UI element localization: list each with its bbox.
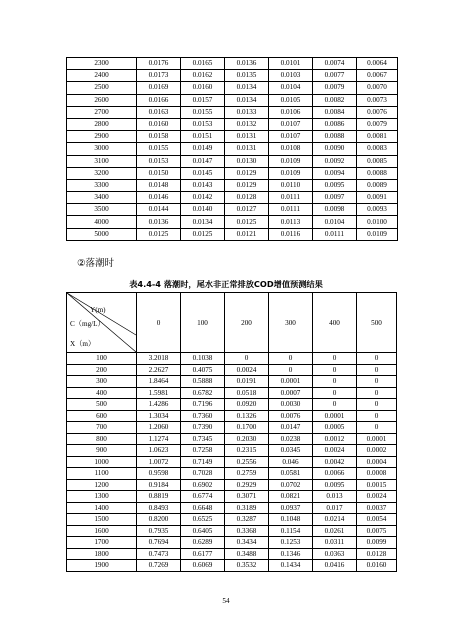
value-cell: 0.0077 (313, 70, 357, 82)
value-cell: 0.0134 (181, 216, 225, 228)
value-cell: 0.6177 (181, 548, 225, 560)
row-distance-cell: 4000 (67, 216, 137, 228)
value-cell: 0.0261 (313, 525, 357, 537)
value-cell: 0.0214 (313, 514, 357, 526)
value-cell: 0.0121 (225, 228, 269, 240)
table-row (67, 192, 398, 204)
value-cell: 0.0099 (357, 537, 397, 549)
value-cell: 0.0136 (137, 216, 181, 228)
row-distance-cell: 600 (67, 410, 137, 422)
value-cell: 0.0125 (181, 228, 225, 240)
value-cell: 0.0158 (137, 131, 181, 143)
value-cell: 0.0015 (357, 479, 397, 491)
row-distance-cell: 800 (67, 433, 137, 445)
table-row (67, 131, 398, 143)
value-cell: 0.0129 (225, 167, 269, 179)
table-row (67, 82, 398, 94)
concentration-label: C（mg/L） (70, 320, 105, 328)
value-cell: 0.0147 (269, 422, 313, 434)
value-cell: 0.0165 (181, 58, 225, 70)
value-cell: 0.0162 (181, 70, 225, 82)
value-cell: 0.6774 (181, 491, 225, 503)
value-cell: 0.5888 (181, 376, 225, 388)
row-distance-cell: 900 (67, 445, 137, 457)
value-cell: 0.0001 (357, 433, 397, 445)
value-cell: 0.0111 (269, 204, 313, 216)
header-y-100: 100 (181, 293, 225, 353)
value-cell: 0.0131 (225, 143, 269, 155)
value-cell: 0.0163 (137, 106, 181, 118)
value-cell: 0.0116 (269, 228, 313, 240)
value-cell: 0.0160 (357, 560, 397, 572)
value-cell: 0.0098 (313, 204, 357, 216)
value-cell: 0.0001 (269, 376, 313, 388)
table-row (67, 422, 397, 434)
table-row (67, 548, 397, 560)
value-cell: 0.2556 (225, 456, 269, 468)
value-cell: 0.0145 (181, 167, 225, 179)
value-cell: 0.0108 (269, 143, 313, 155)
value-cell: 0.0134 (225, 94, 269, 106)
value-cell: 0.7390 (181, 422, 225, 434)
value-cell: 0 (313, 376, 357, 388)
value-cell: 0.0160 (137, 118, 181, 130)
table-row (67, 70, 398, 82)
value-cell: 0.3532 (225, 560, 269, 572)
value-cell: 0.3434 (225, 537, 269, 549)
row-distance-cell: 1500 (67, 514, 137, 526)
value-cell: 0.0149 (181, 143, 225, 155)
value-cell: 0.0113 (269, 216, 313, 228)
value-cell: 0.0073 (357, 94, 398, 106)
value-cell: 0.0095 (313, 479, 357, 491)
value-cell: 0.7360 (181, 410, 225, 422)
value-cell: 0.0153 (181, 118, 225, 130)
value-cell: 0.6648 (181, 502, 225, 514)
x-axis-label: X（m） (70, 340, 96, 348)
value-cell: 0.0176 (137, 58, 181, 70)
value-cell: 0.0090 (313, 143, 357, 155)
row-distance-cell: 1000 (67, 456, 137, 468)
value-cell: 0.0105 (269, 94, 313, 106)
value-cell: 0.0024 (313, 445, 357, 457)
table-row (67, 491, 397, 503)
value-cell: 0.6405 (181, 525, 225, 537)
row-distance-cell: 3500 (67, 204, 137, 216)
value-cell: 0.7269 (137, 560, 181, 572)
row-distance-cell: 1400 (67, 502, 137, 514)
table-row (67, 502, 397, 514)
value-cell: 0.1154 (269, 525, 313, 537)
value-cell: 0 (269, 353, 313, 365)
value-cell: 0.0093 (357, 204, 398, 216)
row-distance-cell: 2700 (67, 106, 137, 118)
value-cell: 0.0076 (357, 106, 398, 118)
continued-data-table (66, 57, 398, 241)
value-cell: 0.7473 (137, 548, 181, 560)
value-cell: 0.017 (313, 502, 357, 514)
value-cell: 0.0092 (313, 155, 357, 167)
value-cell: 0.9598 (137, 468, 181, 480)
row-distance-cell: 2900 (67, 131, 137, 143)
row-distance-cell: 100 (67, 353, 137, 365)
value-cell: 0.0104 (313, 216, 357, 228)
value-cell: 0.0109 (269, 167, 313, 179)
value-cell: 0.0085 (357, 155, 398, 167)
value-cell: 0.7694 (137, 537, 181, 549)
value-cell: 0.0311 (313, 537, 357, 549)
value-cell: 0.6525 (181, 514, 225, 526)
value-cell: 0.0081 (357, 131, 398, 143)
value-cell: 0.0147 (181, 155, 225, 167)
row-distance-cell: 700 (67, 422, 137, 434)
value-cell: 0.2030 (225, 433, 269, 445)
value-cell: 0.1700 (225, 422, 269, 434)
value-cell: 0.1253 (269, 537, 313, 549)
table-row (67, 514, 397, 526)
value-cell: 1.0623 (137, 445, 181, 457)
row-distance-cell: 1700 (67, 537, 137, 549)
table-row (67, 94, 398, 106)
value-cell: 0 (357, 410, 397, 422)
value-cell: 0.0066 (313, 468, 357, 480)
value-cell: 0.0140 (181, 204, 225, 216)
table-row (67, 387, 397, 399)
value-cell: 0.0144 (137, 204, 181, 216)
value-cell: 0.7149 (181, 456, 225, 468)
row-distance-cell: 200 (67, 364, 137, 376)
value-cell: 0.0128 (357, 548, 397, 560)
value-cell: 0.0151 (181, 131, 225, 143)
table-row (67, 228, 398, 240)
table-row (67, 537, 397, 549)
value-cell: 0.0074 (313, 58, 357, 70)
table-row (67, 143, 398, 155)
value-cell: 0.046 (269, 456, 313, 468)
row-distance-cell: 3000 (67, 143, 137, 155)
value-cell: 2.2627 (137, 364, 181, 376)
value-cell: 0.0070 (357, 82, 398, 94)
value-cell: 3.2018 (137, 353, 181, 365)
value-cell: 0.0143 (181, 179, 225, 191)
value-cell: 0.0153 (137, 155, 181, 167)
value-cell: 0.0134 (225, 82, 269, 94)
value-cell: 1.0072 (137, 456, 181, 468)
row-distance-cell: 2600 (67, 94, 137, 106)
value-cell: 0.0132 (225, 118, 269, 130)
value-cell: 0.0155 (137, 143, 181, 155)
row-distance-cell: 5000 (67, 228, 137, 240)
table-row (67, 410, 397, 422)
value-cell: 1.3034 (137, 410, 181, 422)
value-cell: 0.0054 (357, 514, 397, 526)
value-cell: 0.0079 (313, 82, 357, 94)
table-row (67, 118, 398, 130)
table-row (67, 179, 398, 191)
row-distance-cell: 3300 (67, 179, 137, 191)
value-cell: 0.0095 (313, 179, 357, 191)
value-cell: 1.5981 (137, 387, 181, 399)
value-cell: 0 (313, 399, 357, 411)
value-cell: 0.0173 (137, 70, 181, 82)
value-cell: 0 (313, 364, 357, 376)
header-y-0: 0 (137, 293, 181, 353)
value-cell: 0.0088 (313, 131, 357, 143)
table-row (67, 445, 397, 457)
value-cell: 0.0129 (225, 179, 269, 191)
row-distance-cell: 1200 (67, 479, 137, 491)
value-cell: 0.0084 (313, 106, 357, 118)
value-cell: 0.2929 (225, 479, 269, 491)
value-cell: 0.0109 (357, 228, 398, 240)
cod-prediction-table (66, 292, 397, 572)
table-header-row (67, 293, 397, 353)
y-axis-label: Y(m) (90, 306, 106, 314)
value-cell: 0.0089 (357, 179, 398, 191)
value-cell: 0.6782 (181, 387, 225, 399)
value-cell: 0.3071 (225, 491, 269, 503)
value-cell: 0.7028 (181, 468, 225, 480)
value-cell: 0 (357, 376, 397, 388)
row-distance-cell: 1300 (67, 491, 137, 503)
value-cell: 0.0150 (137, 167, 181, 179)
value-cell: 1.4286 (137, 399, 181, 411)
header-y-400: 400 (313, 293, 357, 353)
value-cell: 0.0166 (137, 94, 181, 106)
value-cell: 0.0142 (181, 192, 225, 204)
value-cell: 0.0001 (313, 410, 357, 422)
value-cell: 0.7935 (137, 525, 181, 537)
table-row (67, 525, 397, 537)
value-cell: 0.0238 (269, 433, 313, 445)
value-cell: 0.0094 (313, 167, 357, 179)
table-row (67, 58, 398, 70)
row-distance-cell: 2800 (67, 118, 137, 130)
value-cell: 1.8464 (137, 376, 181, 388)
value-cell: 0.0125 (137, 228, 181, 240)
value-cell: 0.0004 (357, 456, 397, 468)
value-cell: 0.3189 (225, 502, 269, 514)
table-row (67, 399, 397, 411)
value-cell: 0.0079 (357, 118, 398, 130)
value-cell: 0.0097 (313, 192, 357, 204)
table-row (67, 167, 398, 179)
value-cell: 0.0191 (225, 376, 269, 388)
table-row (67, 433, 397, 445)
value-cell: 0.3488 (225, 548, 269, 560)
value-cell: 0.0042 (313, 456, 357, 468)
row-distance-cell: 1100 (67, 468, 137, 480)
row-distance-cell: 500 (67, 399, 137, 411)
value-cell: 0.8200 (137, 514, 181, 526)
value-cell: 0.0111 (269, 192, 313, 204)
row-distance-cell: 3100 (67, 155, 137, 167)
row-distance-cell: 400 (67, 387, 137, 399)
value-cell: 0.0345 (269, 445, 313, 457)
value-cell: 0.8493 (137, 502, 181, 514)
value-cell: 0.0008 (357, 468, 397, 480)
table-row (67, 468, 397, 480)
value-cell: 0.0082 (313, 94, 357, 106)
prediction-table-body (67, 293, 397, 572)
value-cell: 0.0133 (225, 106, 269, 118)
value-cell: 0.0005 (313, 422, 357, 434)
row-distance-cell: 2400 (67, 70, 137, 82)
value-cell: 0.0107 (269, 118, 313, 130)
value-cell: 0.0106 (269, 106, 313, 118)
row-distance-cell: 2500 (67, 82, 137, 94)
page-number: 54 (222, 597, 230, 605)
value-cell: 0.0104 (269, 82, 313, 94)
header-y-300: 300 (269, 293, 313, 353)
table-row (67, 216, 398, 228)
value-cell: 0.6069 (181, 560, 225, 572)
table-row (67, 479, 397, 491)
value-cell: 0.0130 (225, 155, 269, 167)
table-row (67, 560, 397, 572)
section-heading: ②落潮时 (77, 258, 115, 269)
value-cell: 0.0107 (269, 131, 313, 143)
value-cell: 0.0127 (225, 204, 269, 216)
value-cell: 0.0125 (225, 216, 269, 228)
value-cell: 0.8819 (137, 491, 181, 503)
value-cell: 0.0002 (357, 445, 397, 457)
value-cell: 0.0169 (137, 82, 181, 94)
value-cell: 0.6289 (181, 537, 225, 549)
value-cell: 0.1434 (269, 560, 313, 572)
value-cell: 1.2060 (137, 422, 181, 434)
value-cell: 0.0030 (269, 399, 313, 411)
value-cell: 0.1346 (269, 548, 313, 560)
value-cell: 0.7345 (181, 433, 225, 445)
value-cell: 0.0518 (225, 387, 269, 399)
table-row (67, 155, 398, 167)
value-cell: 0.0160 (181, 82, 225, 94)
table-row (67, 106, 398, 118)
value-cell: 0 (357, 364, 397, 376)
value-cell: 0.0157 (181, 94, 225, 106)
value-cell: 0.0148 (137, 179, 181, 191)
value-cell: 0.0110 (269, 179, 313, 191)
value-cell: 0.0088 (357, 167, 398, 179)
value-cell: 0.3368 (225, 525, 269, 537)
value-cell: 0 (357, 422, 397, 434)
value-cell: 0.0937 (269, 502, 313, 514)
value-cell: 0 (357, 387, 397, 399)
value-cell: 0.0821 (269, 491, 313, 503)
value-cell: 0.0067 (357, 70, 398, 82)
value-cell: 0.0037 (357, 502, 397, 514)
value-cell: 0.0155 (181, 106, 225, 118)
table-caption: 表4.4-4 落潮时，尾水非正常排放COD增值预测结果 (129, 279, 323, 289)
row-distance-cell: 2300 (67, 58, 137, 70)
value-cell: 0.0146 (137, 192, 181, 204)
value-cell: 0.0024 (225, 364, 269, 376)
value-cell: 0.2315 (225, 445, 269, 457)
value-cell: 0.0064 (357, 58, 398, 70)
value-cell: 0.4075 (181, 364, 225, 376)
value-cell: 0.0111 (313, 228, 357, 240)
value-cell: 0.0136 (225, 58, 269, 70)
value-cell: 0 (313, 387, 357, 399)
header-y-500: 500 (357, 293, 397, 353)
value-cell: 0.1048 (269, 514, 313, 526)
table-row (67, 353, 397, 365)
value-cell: 0 (225, 353, 269, 365)
value-cell: 0.0581 (269, 468, 313, 480)
row-distance-cell: 1900 (67, 560, 137, 572)
value-cell: 0.7196 (181, 399, 225, 411)
row-distance-cell: 3400 (67, 192, 137, 204)
value-cell: 0.0024 (357, 491, 397, 503)
value-cell: 0.1038 (181, 353, 225, 365)
value-cell: 0.3287 (225, 514, 269, 526)
value-cell: 0.0007 (269, 387, 313, 399)
value-cell: 0.0091 (357, 192, 398, 204)
value-cell: 0.0103 (269, 70, 313, 82)
value-cell: 0.0075 (357, 525, 397, 537)
header-y-200: 200 (225, 293, 269, 353)
value-cell: 0 (313, 353, 357, 365)
row-distance-cell: 1600 (67, 525, 137, 537)
value-cell: 0.1326 (225, 410, 269, 422)
table-row (67, 204, 398, 216)
value-cell: 0.0363 (313, 548, 357, 560)
value-cell: 1.1274 (137, 433, 181, 445)
value-cell: 0.013 (313, 491, 357, 503)
value-cell: 0.0083 (357, 143, 398, 155)
diagonal-header-cell (67, 293, 137, 353)
value-cell: 0 (357, 399, 397, 411)
row-distance-cell: 300 (67, 376, 137, 388)
value-cell: 0.0109 (269, 155, 313, 167)
value-cell: 0.0101 (269, 58, 313, 70)
value-cell: 0.0702 (269, 479, 313, 491)
row-distance-cell: 3200 (67, 167, 137, 179)
value-cell: 0.6902 (181, 479, 225, 491)
value-cell: 0.0086 (313, 118, 357, 130)
value-cell: 0 (269, 364, 313, 376)
value-cell: 0.0920 (225, 399, 269, 411)
value-cell: 0.0131 (225, 131, 269, 143)
value-cell: 0.0416 (313, 560, 357, 572)
continued-table-body (67, 58, 398, 241)
value-cell: 0.0076 (269, 410, 313, 422)
value-cell: 0.7258 (181, 445, 225, 457)
row-distance-cell: 1800 (67, 548, 137, 560)
value-cell: 0.0012 (313, 433, 357, 445)
value-cell: 0 (357, 353, 397, 365)
value-cell: 0.2759 (225, 468, 269, 480)
table-row (67, 364, 397, 376)
table-row (67, 456, 397, 468)
value-cell: 0.0100 (357, 216, 398, 228)
value-cell: 0.9184 (137, 479, 181, 491)
table-row (67, 376, 397, 388)
value-cell: 0.0135 (225, 70, 269, 82)
value-cell: 0.0128 (225, 192, 269, 204)
